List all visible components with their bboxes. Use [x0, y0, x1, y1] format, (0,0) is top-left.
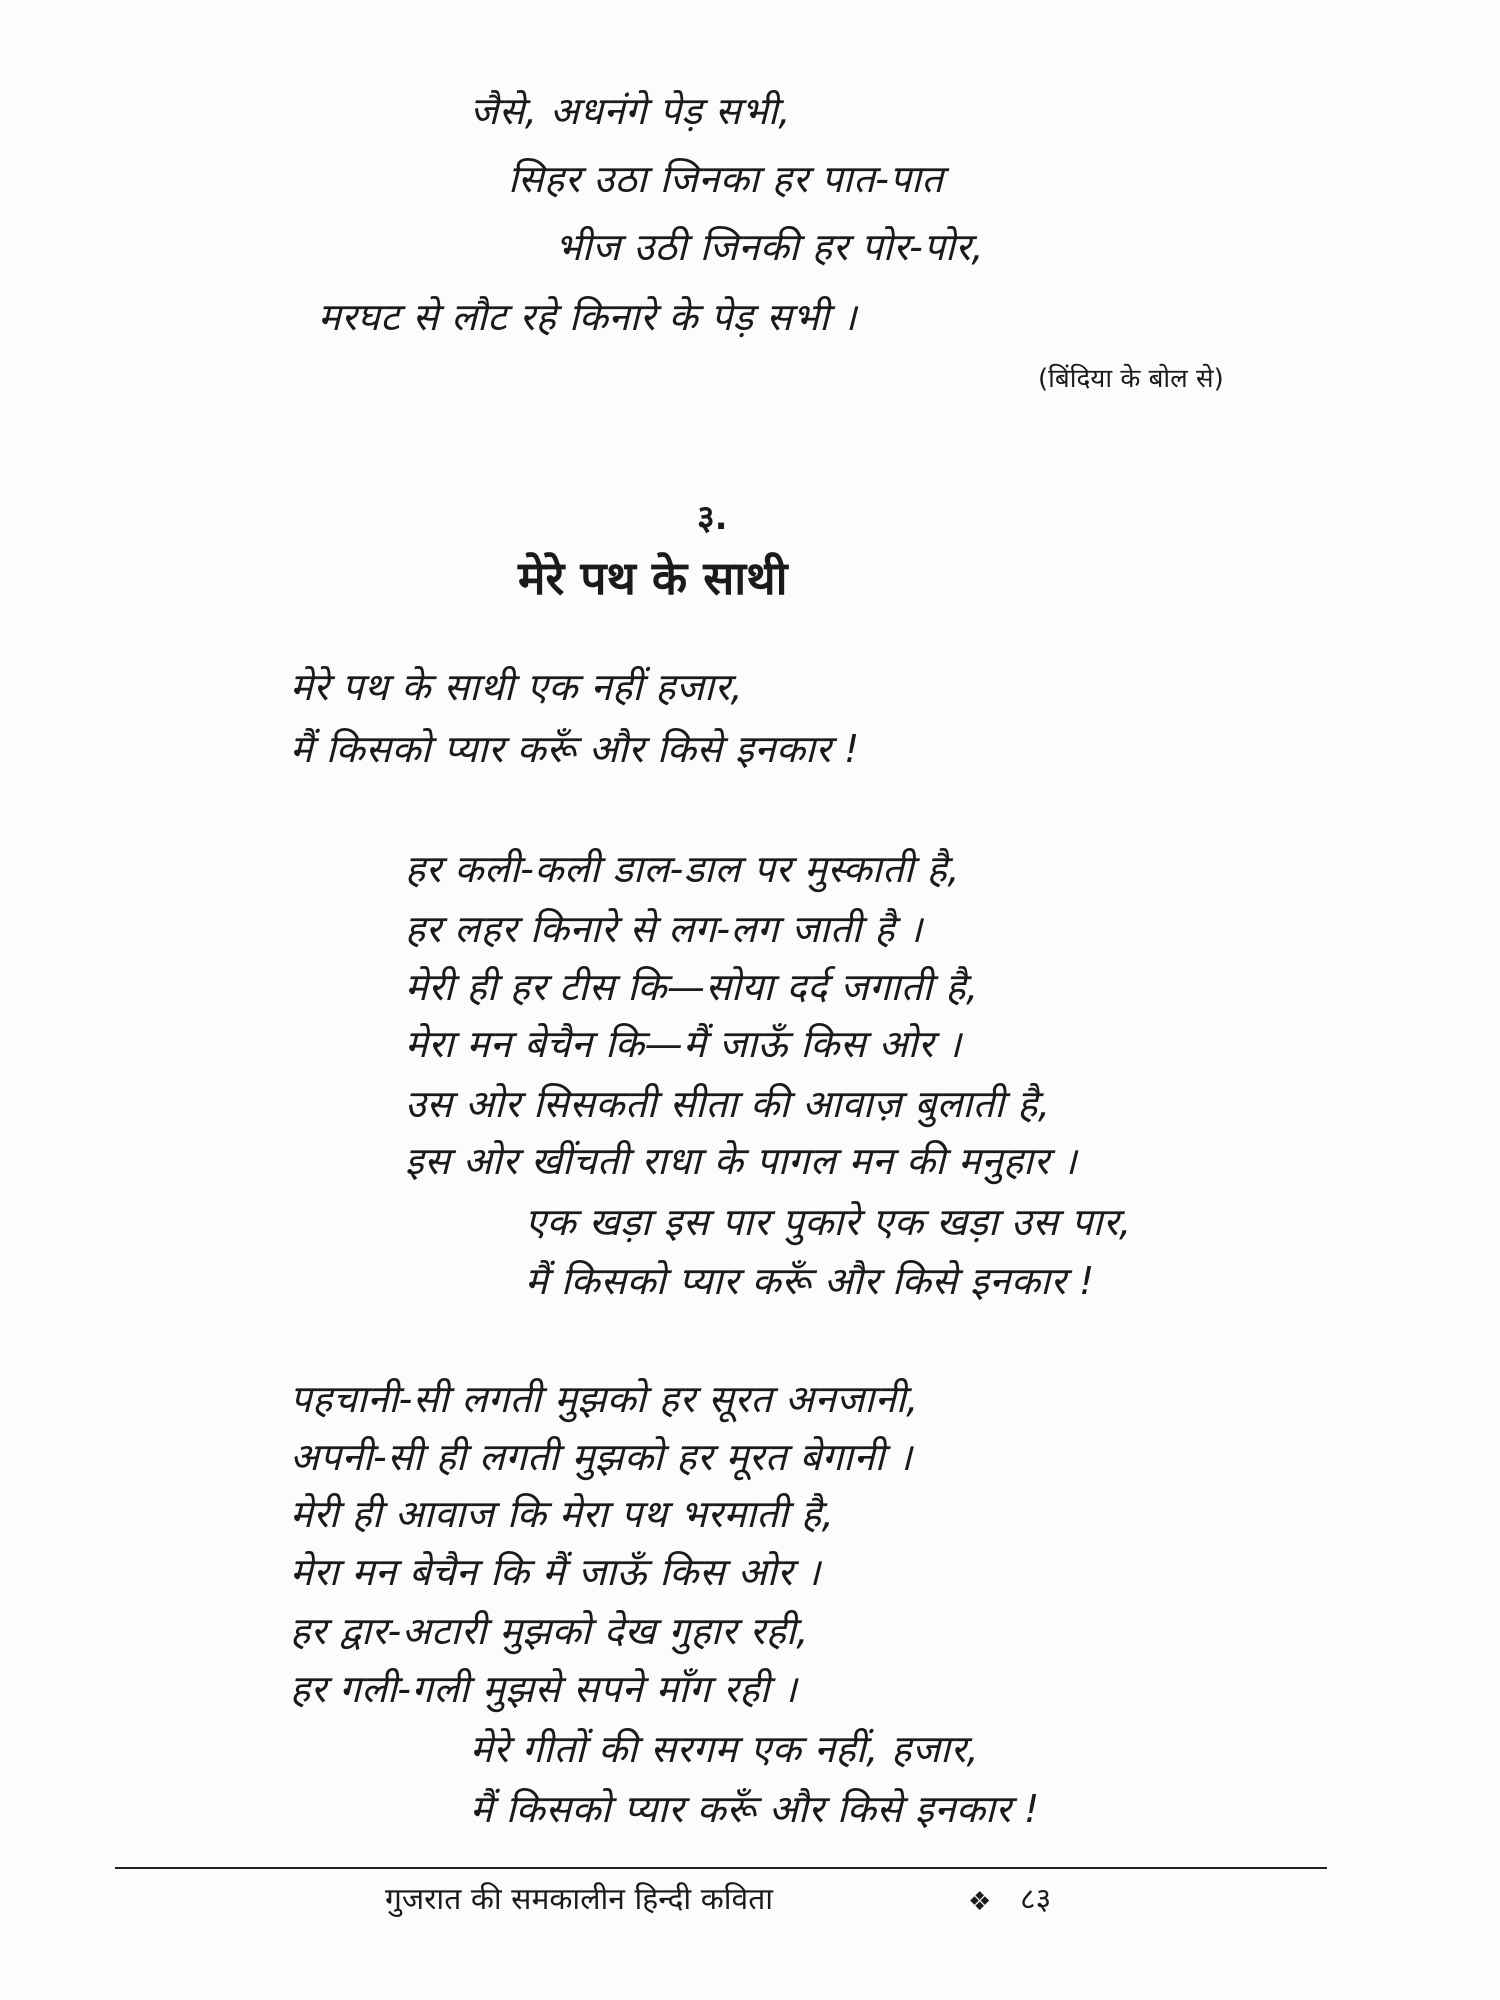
- footer-separator-icon: ❖: [968, 1887, 992, 1917]
- verse-line: मैं किसको प्यार करूँ और किसे इनकार !: [470, 1787, 1040, 1831]
- verse-line: हर लहर किनारे से लग-लग जाती है ।: [405, 907, 923, 951]
- verse-line: हर कली-कली डाल-डाल पर मुस्काती है,: [405, 847, 960, 891]
- verse-line: पहचानी-सी लगती मुझको हर सूरत अनजानी,: [290, 1377, 919, 1421]
- verse-line: मेरा मन बेचैन कि—मैं जाऊँ किस ओर ।: [405, 1022, 962, 1066]
- footer-page-number: ८३: [1020, 1882, 1052, 1917]
- verse-line: एक खड़ा इस पार पुकारे एक खड़ा उस पार,: [525, 1200, 1132, 1244]
- footer-book-title: गुजरात की समकालीन हिन्दी कविता: [385, 1882, 774, 1917]
- verse-line: इस ओर खींचती राधा के पागल मन की मनुहार ।: [405, 1139, 1078, 1183]
- verse-line: मेरे गीतों की सरगम एक नहीं, हजार,: [470, 1727, 980, 1771]
- verse-line: मेरी ही हर टीस कि—सोया दर्द जगाती है,: [405, 965, 979, 1009]
- poem-number: ३.: [697, 498, 728, 538]
- verse-line: अपनी-सी ही लगती मुझको हर मूरत बेगानी ।: [290, 1435, 913, 1479]
- verse-line: मैं किसको प्यार करूँ और किसे इनकार !: [525, 1259, 1095, 1303]
- verse-line: मेरे पथ के साथी एक नहीं हजार,: [290, 665, 744, 709]
- verse-line: हर द्वार-अटारी मुझको देख गुहार रही,: [290, 1609, 809, 1653]
- verse-line: मरघट से लौट रहे किनारे के पेड़ सभी ।: [318, 295, 857, 339]
- poem-title: मेरे पथ के साथी: [518, 551, 788, 605]
- verse-line: मैं किसको प्यार करूँ और किसे इनकार !: [290, 727, 860, 771]
- verse-line: उस ओर सिसकती सीता की आवाज़ बुलाती है,: [405, 1082, 1051, 1126]
- attribution: (बिंदिया के बोल से): [1038, 364, 1224, 394]
- verse-line: मेरा मन बेचैन कि मैं जाऊँ किस ओर ।: [290, 1550, 821, 1594]
- footer-rule: [115, 1867, 1327, 1869]
- verse-line: भीज उठी जिनकी हर पोर-पोर,: [555, 225, 984, 269]
- verse-line: हर गली-गली मुझसे सपने माँग रही ।: [290, 1667, 798, 1711]
- verse-line: सिहर उठा जिनका हर पात-पात: [508, 157, 944, 201]
- verse-line: जैसे, अधनंगे पेड़ सभी,: [470, 89, 791, 133]
- verse-line: मेरी ही आवाज कि मेरा पथ भरमाती है,: [290, 1492, 835, 1536]
